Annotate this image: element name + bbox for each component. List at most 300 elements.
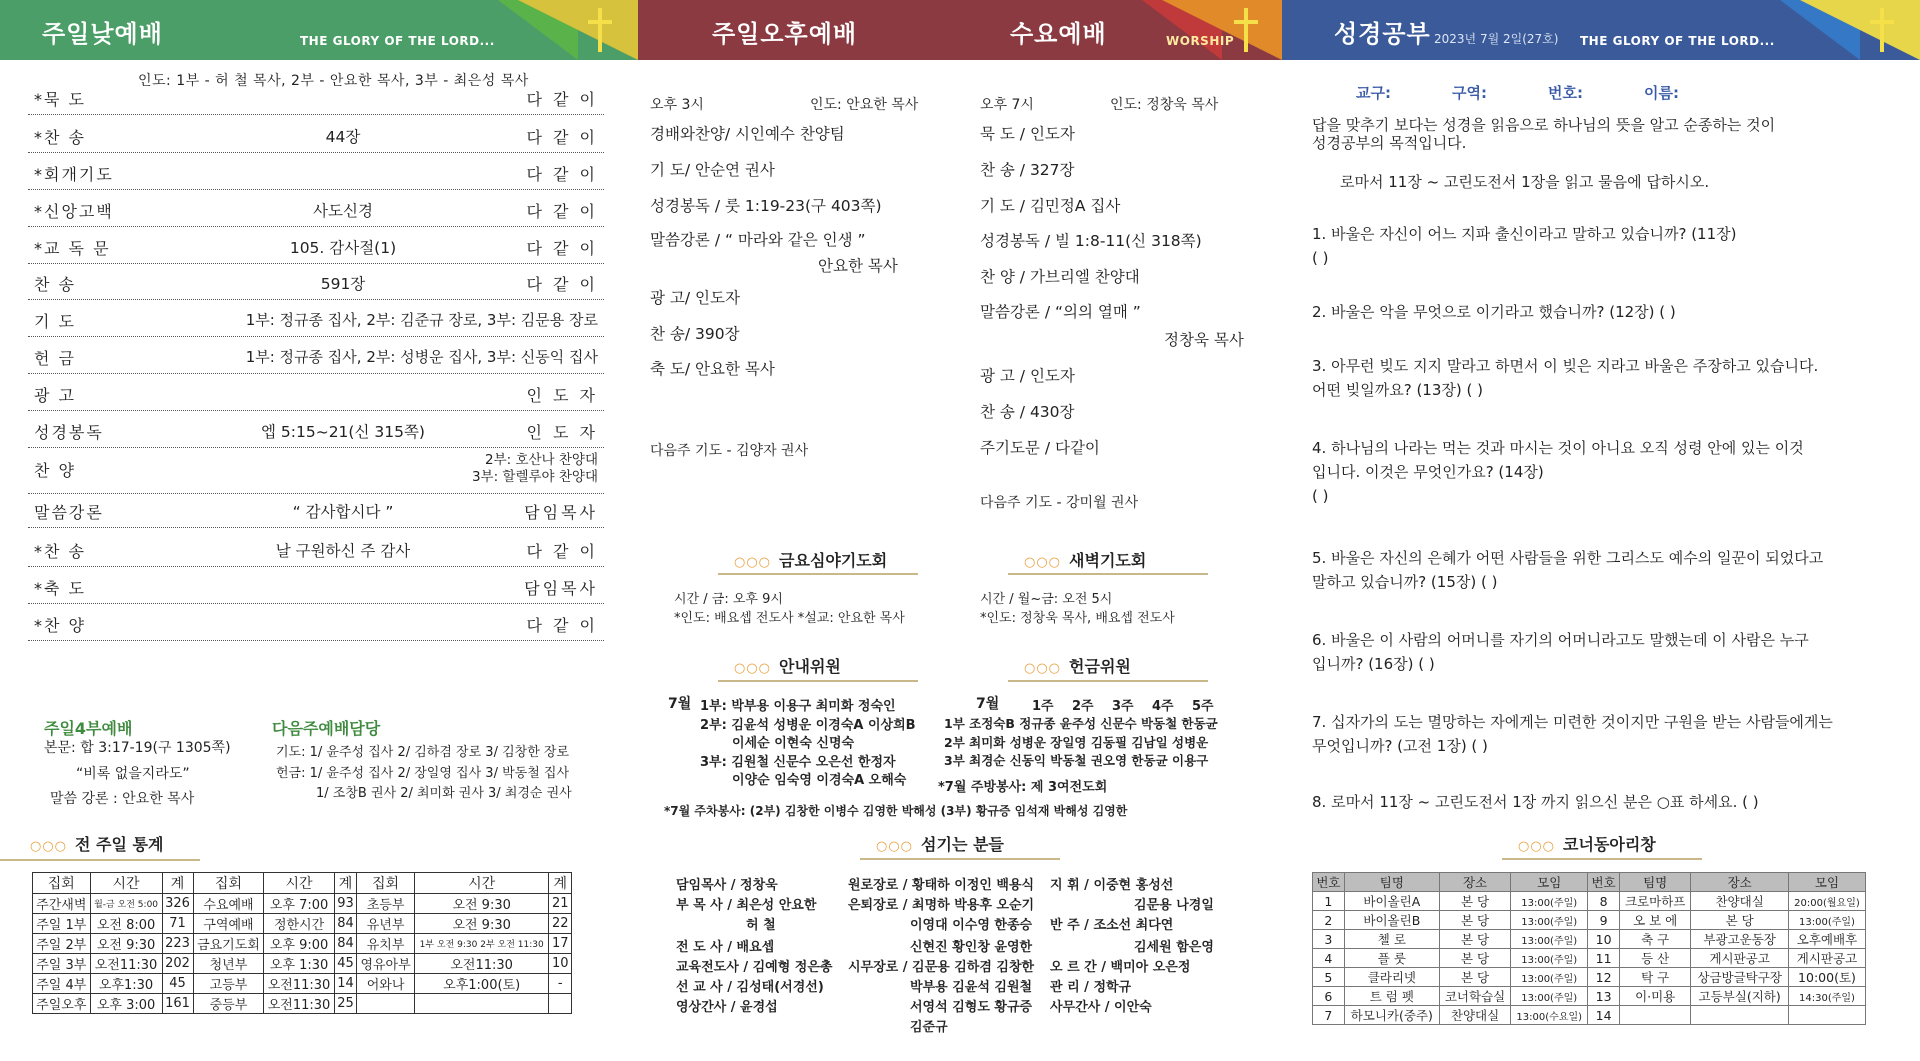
wednesday-item: 묵 도 / 인도자	[980, 125, 1075, 143]
stats-cell: 오전11:30	[414, 954, 549, 974]
order-row	[28, 337, 604, 374]
stats-header-cell: 시간	[90, 873, 162, 894]
stats-cell: 84	[334, 934, 356, 954]
order-right: 담임목사	[524, 503, 598, 522]
order-content: 날 구원하신 주 감사	[275, 542, 411, 560]
bible-question: 4. 하나님의 나라는 먹는 것과 마시는 것이 아니요 오직 성령 안에 있는 이것 입니다. 이것은 무엇인가요? (14장) ( )	[1312, 439, 1804, 505]
stats-header-cell: 계	[162, 873, 193, 894]
order-row	[28, 491, 604, 528]
club-cell	[1788, 1006, 1865, 1025]
order-label: *회개기도	[34, 165, 114, 184]
order-content: 591장	[320, 275, 366, 293]
field-area: 구역:	[1452, 84, 1487, 102]
friday-section-title: ○○○ 금요심야기도회	[734, 551, 888, 570]
stats-cell	[357, 994, 415, 1014]
order-row	[28, 530, 604, 567]
afternoon-time: 오후 3시	[650, 97, 704, 113]
club-row	[1313, 949, 1866, 968]
order-label: 성경봉독	[34, 423, 104, 442]
worship-badge: WORSHIP	[1166, 34, 1235, 48]
bible-intro: 답을 맞추기 보다는 성경을 읽음으로 하나님의 뜻을 알고 순종하는 것이 성경공부의 목적입니다.	[1312, 116, 1776, 152]
afternoon-header	[638, 0, 1282, 60]
club-cell: 13	[1588, 987, 1620, 1006]
bible-instruction: 로마서 11장 ~ 고린도전서 1장을 읽고 물음에 답하시오.	[1340, 173, 1710, 191]
staff-col1-item: 허 철	[746, 918, 776, 933]
friday-divider	[718, 573, 918, 575]
offering-week: 2주	[1072, 699, 1094, 714]
club-cell: 클라리넷	[1344, 968, 1439, 987]
stats-section-title: ○○○ 전 주일 통계	[30, 835, 164, 854]
friday-people: *인도: 배요셉 전도사 *설교: 안요한 목사	[674, 611, 905, 626]
order-label: *찬 송	[34, 128, 86, 147]
bible-question: 8. 로마서 11장 ~ 고린도전서 1장 까지 읽으신 분은 ○표 하세요. ( )	[1312, 793, 1759, 811]
staff-col3-item: 지 휘 / 이중현 홍성선	[1050, 878, 1174, 893]
stats-row	[33, 954, 572, 974]
stats-cell: 오후 9:00	[264, 934, 334, 954]
stats-cell: 25	[334, 994, 356, 1014]
stats-cell: 1부 오전 9:30 2부 오전 11:30	[414, 934, 549, 954]
club-cell: 6	[1313, 987, 1345, 1006]
club-cell: 탁 구	[1620, 968, 1691, 987]
dots-icon: ○○○	[734, 661, 772, 676]
stats-cell: 초등부	[357, 894, 415, 914]
fourth-sermon: “비록 없을지라도”	[76, 766, 190, 782]
order-label: 찬 송	[34, 275, 76, 294]
club-header-cell: 팀명	[1620, 873, 1691, 892]
club-table	[1312, 872, 1866, 1025]
stats-cell: 326	[162, 894, 193, 914]
club-cell: 7	[1313, 1006, 1345, 1025]
morning-title: 주일낮예배	[42, 20, 163, 48]
wednesday-time: 오후 7시	[980, 97, 1034, 113]
staff-col1-item: 영상간사 / 윤경섭	[676, 1000, 778, 1015]
afternoon-item: 축 도/ 안요한 목사	[650, 360, 775, 378]
order-row	[28, 227, 604, 264]
staff-col2-item: 은퇴장로 / 최명하 박용후 오순기	[848, 898, 1035, 913]
order-right: 인 도 자	[526, 386, 598, 405]
midweek-panel	[638, 0, 1282, 1061]
staff-col2-item: 시무장로 / 김문용 김하겸 김창한	[848, 960, 1035, 975]
bible-question: 3. 아무런 빚도 지지 말라고 하면서 이 빚은 지라고 바울은 주장하고 있습니다. 어떤 빚일까요? (13장) ( )	[1312, 357, 1819, 399]
club-cell: 부광고운동장	[1691, 930, 1789, 949]
order-label: *묵 도	[34, 90, 86, 109]
bible-header	[1282, 0, 1920, 60]
order-row	[28, 449, 604, 494]
stats-cell: 45	[334, 954, 356, 974]
dots-icon: ○○○	[1024, 555, 1062, 570]
stats-cell: 오전 9:30	[90, 934, 162, 954]
fourth-title: 주일4부예배	[44, 719, 133, 738]
stats-cell: 84	[334, 914, 356, 934]
usher-line: 이세순 이현숙 신명숙	[732, 736, 855, 751]
club-cell: 바이올린A	[1344, 892, 1439, 911]
stats-row	[33, 994, 572, 1014]
cross-icon	[1244, 8, 1248, 52]
stats-header-cell: 시간	[414, 873, 549, 894]
stats-cell: -	[549, 974, 572, 994]
club-divider	[1502, 858, 1702, 860]
club-cell: 찬양대실	[1439, 1006, 1510, 1025]
stats-row	[33, 934, 572, 954]
dots-icon: ○○○	[30, 839, 68, 854]
field-name: 이름:	[1644, 84, 1679, 102]
club-header-cell: 모임	[1788, 873, 1865, 892]
stats-cell: 주간새벽	[33, 894, 91, 914]
order-label: *찬 송	[34, 542, 86, 561]
order-row	[28, 78, 604, 115]
cross-icon	[1880, 8, 1884, 52]
bible-question: 1. 바울은 자신이 어느 지파 출신이라고 말하고 있습니까? (11장) ( )	[1312, 225, 1737, 267]
stats-cell: 월-금 오전 5:00	[90, 894, 162, 914]
stats-cell	[549, 994, 572, 1014]
offering-committee-month: 7월	[976, 696, 1000, 712]
club-cell: 13:00(주일)	[1511, 892, 1588, 911]
staff-col3-item: 김세원 함은영	[1134, 940, 1214, 955]
club-cell: 오후예배후	[1788, 930, 1865, 949]
club-cell: 플 룻	[1344, 949, 1439, 968]
afternoon-item: 말씀강론 / “ 마라와 같은 인생 ”	[650, 231, 866, 249]
club-row	[1313, 1006, 1866, 1025]
kitchen-service: *7월 주방봉사: 제 3여전도회	[938, 780, 1108, 795]
club-cell: 크로마하프	[1620, 892, 1691, 911]
wednesday-item: 주기도문 / 다같이	[980, 439, 1100, 457]
order-right: 담임목사	[524, 579, 598, 598]
wednesday-item: 정창욱 목사	[1164, 331, 1244, 349]
stats-header-cell: 시간	[264, 873, 334, 894]
club-row	[1313, 911, 1866, 930]
club-cell: 10:00(토)	[1788, 968, 1865, 987]
next-duty-prayer: 기도: 1/ 윤주성 집사 2/ 김하겸 장로 3/ 김창한 장로	[276, 745, 570, 760]
club-cell: 13:00(수요일)	[1511, 1006, 1588, 1025]
club-row	[1313, 987, 1866, 1006]
afternoon-item: 경배와찬양/ 시인예수 찬양팀	[650, 125, 845, 143]
club-header-cell: 번호	[1588, 873, 1620, 892]
field-number: 번호:	[1548, 84, 1583, 102]
order-right: 다 같 이	[526, 128, 598, 147]
stats-cell: 구역예배	[193, 914, 264, 934]
offering-week: 1주	[1032, 699, 1054, 714]
stats-cell	[414, 994, 549, 1014]
order-row	[28, 411, 604, 448]
staff-col1-item: 전 도 사 / 배요셉	[676, 940, 775, 955]
stats-cell: 주일 1부	[33, 914, 91, 934]
bible-study-panel	[1282, 0, 1920, 1061]
stats-cell: 오후 7:00	[264, 894, 334, 914]
dawn-section-title: ○○○ 새벽기도회	[1024, 551, 1147, 570]
dawn-people: *인도: 정창욱 목사, 배요셉 전도사	[980, 611, 1175, 626]
stats-header-cell: 집회	[357, 873, 415, 894]
stats-cell: 223	[162, 934, 193, 954]
stats-cell: 오전 8:00	[90, 914, 162, 934]
club-cell: 13:00(주일)	[1511, 949, 1588, 968]
club-cell: 본 당	[1439, 892, 1510, 911]
offering-line: 3부 최경순 신동익 박동철 권오영 한동균 이용구	[944, 753, 1209, 768]
club-cell: 1	[1313, 892, 1345, 911]
field-district: 교구:	[1356, 84, 1391, 102]
afternoon-item: 성경봉독 / 룻 1:19-23(구 403쪽)	[650, 197, 882, 215]
club-cell: 14:30(주일)	[1788, 987, 1865, 1006]
stats-cell: 오전 9:30	[414, 894, 549, 914]
stats-cell: 오전 9:30	[414, 914, 549, 934]
dawn-time: 시간 / 월~금: 오전 5시	[980, 592, 1113, 607]
bible-title: 성경공부	[1334, 20, 1431, 48]
cross-icon	[598, 8, 602, 52]
offering-committee-divider	[1008, 680, 1208, 682]
stats-cell: 14	[334, 974, 356, 994]
order-content: 엡 5:15~21(신 315쪽)	[261, 423, 425, 441]
afternoon-item: 안요한 목사	[818, 257, 898, 275]
club-cell: 5	[1313, 968, 1345, 987]
staff-col2-item: 원로장로 / 황태하 이정인 백용식	[848, 878, 1035, 893]
dots-icon: ○○○	[1024, 661, 1062, 676]
club-header-cell: 번호	[1313, 873, 1345, 892]
stats-cell: 금요기도회	[193, 934, 264, 954]
order-label: 기 도	[34, 312, 76, 331]
bible-date: 2023년 7월 2일(27호)	[1434, 32, 1559, 46]
stats-cell: 주일 4부	[33, 974, 91, 994]
staff-col3-item: 사무간사 / 이안숙	[1050, 1000, 1152, 1015]
club-cell: 9	[1588, 911, 1620, 930]
club-cell: 14	[1588, 1006, 1620, 1025]
usher-line: 1부: 박부용 이용구 최미화 정숙인	[700, 699, 896, 714]
wednesday-item: 광 고 / 인도자	[980, 367, 1075, 385]
parking-service: *7월 주차봉사: (2부) 김창한 이병수 김영한 박해성 (3부) 황규증 임석재 박해성 김영한	[664, 804, 1128, 818]
order-content: 44장	[325, 128, 361, 146]
club-cell: 13:00(주일)	[1511, 968, 1588, 987]
order-row	[28, 263, 604, 300]
order-row	[28, 300, 604, 337]
friday-time: 시간 / 금: 오후 9시	[674, 592, 783, 607]
club-section-title: ○○○ 코너동아리창	[1518, 835, 1656, 854]
morning-subtitle: THE GLORY OF THE LORD...	[300, 34, 495, 48]
stats-cell: 71	[162, 914, 193, 934]
stats-cell: 22	[549, 914, 572, 934]
stats-header-row	[33, 873, 572, 894]
order-label: 광 고	[34, 386, 76, 405]
stats-cell: 유년부	[357, 914, 415, 934]
stats-row	[33, 894, 572, 914]
staff-col2-item: 신현진 황인창 윤영한	[910, 940, 1033, 955]
club-cell: 본 당	[1439, 949, 1510, 968]
staff-col3-item: 반 주 / 조소선 최다연	[1050, 918, 1174, 933]
next-duty-offering: 헌금: 1/ 윤주성 집사 2/ 장일영 집사 3/ 박동철 집사	[276, 766, 570, 781]
order-label: 찬 양	[34, 461, 76, 480]
offering-week: 5주	[1192, 699, 1214, 714]
stats-cell: 오후1:00(토)	[414, 974, 549, 994]
club-cell: 12	[1588, 968, 1620, 987]
stats-cell: 오후1:30	[90, 974, 162, 994]
stats-cell: 영유아부	[357, 954, 415, 974]
bible-subtitle: THE GLORY OF THE LORD...	[1580, 34, 1775, 48]
bible-question: 6. 바울은 이 사람의 어머니를 자기의 어머니라고도 말했는데 이 사람은 누구 입니까? (16장) ( )	[1312, 631, 1809, 673]
staff-col3-item: 오 르 간 / 백미아 오은정	[1050, 960, 1191, 975]
club-header-cell: 장소	[1439, 873, 1510, 892]
club-cell: 등 산	[1620, 949, 1691, 968]
club-row	[1313, 968, 1866, 987]
staff-col1-item: 선 교 사 / 김성태(서경선)	[676, 980, 824, 995]
order-row	[28, 153, 604, 190]
club-cell: 축 구	[1620, 930, 1691, 949]
usher-line: 3부: 김원철 신문수 오은선 한정자	[700, 754, 896, 770]
club-header-cell: 모임	[1511, 873, 1588, 892]
staff-col2-item: 박부용 김윤석 김원철	[910, 980, 1033, 995]
order-content: 1부: 정규종 집사, 2부: 김준규 장로, 3부: 김문용 장로	[245, 311, 598, 329]
wednesday-item: 찬 송 / 430장	[980, 403, 1075, 421]
club-cell: 이·미용	[1620, 987, 1691, 1006]
staff-col2-item: 김준규	[910, 1020, 948, 1035]
order-row	[28, 374, 604, 411]
stats-header-cell: 집회	[193, 873, 264, 894]
bible-question: 7. 십자가의 도는 멸망하는 자에게는 미련한 것이지만 구원을 받는 사람들에게는 무엇입니까? (고전 1장) ( )	[1312, 713, 1833, 755]
usher-line: 2부: 김윤석 성병운 이경숙A 이상희B	[700, 717, 916, 733]
dots-icon: ○○○	[876, 839, 914, 854]
staff-col3-item: 관 리 / 정학규	[1050, 980, 1132, 995]
club-cell	[1691, 1006, 1789, 1025]
stats-cell: 오후 1:30	[264, 954, 334, 974]
club-cell: 10	[1588, 930, 1620, 949]
ushers-section-title: ○○○ 안내위원	[734, 657, 841, 676]
order-right: 인 도 자	[526, 423, 598, 442]
club-cell: 게시판공고	[1788, 949, 1865, 968]
order-label: 헌 금	[34, 349, 76, 368]
bible-question: 2. 바울은 악을 무엇으로 이기라고 했습니까? (12장) ( )	[1312, 303, 1676, 321]
club-cell: 하모니카(중주)	[1344, 1006, 1439, 1025]
club-cell: 본 당	[1439, 911, 1510, 930]
order-content: 1부: 정규종 집사, 2부: 성병운 집사, 3부: 신동익 집사	[245, 348, 598, 366]
wednesday-title: 수요예배	[1010, 20, 1107, 48]
wednesday-item: 찬 송 / 327장	[980, 161, 1075, 179]
club-cell: 게시판공고	[1691, 949, 1789, 968]
afternoon-item: 찬 송/ 390장	[650, 325, 740, 343]
order-row	[28, 567, 604, 604]
afternoon-title: 주일오후예배	[712, 20, 858, 48]
morning-header	[0, 0, 638, 60]
club-cell: 3	[1313, 930, 1345, 949]
order-right: 2부: 호산나 찬양대 3부: 할렐루야 찬양대	[471, 452, 598, 485]
club-cell: 13:00(주일)	[1511, 987, 1588, 1006]
stats-header-cell: 계	[334, 873, 356, 894]
wednesday-item: 성경봉독 / 빌 1:8-11(신 318쪽)	[980, 232, 1202, 250]
wednesday-leader: 인도: 정창욱 목사	[1110, 97, 1219, 113]
order-right: 다 같 이	[526, 202, 598, 221]
stats-header-cell: 계	[549, 873, 572, 894]
wednesday-next-prayer: 다음주 기도 - 강미월 권사	[980, 495, 1139, 511]
next-duty-title: 다음주예배담당	[272, 719, 381, 738]
offering-week: 4주	[1152, 699, 1174, 714]
stats-cell: 21	[549, 894, 572, 914]
order-content: “ 감사합시다 ”	[292, 503, 394, 521]
club-cell: 본 당	[1691, 911, 1789, 930]
club-cell: 2	[1313, 911, 1345, 930]
afternoon-item: 기 도/ 안순연 권사	[650, 161, 775, 179]
order-row	[28, 190, 604, 227]
order-row	[28, 604, 604, 641]
dots-icon: ○○○	[734, 555, 772, 570]
staff-col1-item: 담임목사 / 정창욱	[676, 878, 778, 893]
club-row	[1313, 892, 1866, 911]
morning-worship-panel	[0, 0, 638, 1061]
stats-cell: 주일오후	[33, 994, 91, 1014]
order-label: *축 도	[34, 579, 86, 598]
stats-cell: 17	[549, 934, 572, 954]
club-cell: 오 보 에	[1620, 911, 1691, 930]
stats-divider	[0, 859, 200, 861]
ushers-month: 7월	[668, 696, 692, 712]
club-cell: 본 당	[1439, 968, 1510, 987]
order-right: 다 같 이	[526, 275, 598, 294]
morning-leaders: 인도: 1부 - 허 철 목사, 2부 - 안요한 목사, 3부 - 최은성 목사	[138, 73, 529, 89]
club-cell: 찬양대실	[1691, 892, 1789, 911]
afternoon-leader: 인도: 안요한 목사	[810, 97, 919, 113]
order-right: 다 같 이	[526, 90, 598, 109]
stats-cell: 10	[549, 954, 572, 974]
club-cell: 본 당	[1439, 930, 1510, 949]
stats-cell: 고등부	[193, 974, 264, 994]
stats-cell: 202	[162, 954, 193, 974]
stats-cell: 161	[162, 994, 193, 1014]
stats-cell: 45	[162, 974, 193, 994]
staff-section-title: ○○○ 섬기는 분들	[876, 835, 1004, 854]
order-label: *신앙고백	[34, 202, 114, 221]
order-content: 105. 감사절(1)	[289, 239, 397, 257]
stats-cell: 청년부	[193, 954, 264, 974]
order-right: 다 같 이	[526, 616, 598, 635]
staff-col1-item: 부 목 사 / 최은성 안요한	[676, 898, 817, 913]
stats-cell: 어와나	[357, 974, 415, 994]
afternoon-item: 광 고/ 인도자	[650, 289, 740, 307]
club-cell	[1620, 1006, 1691, 1025]
afternoon-next-prayer: 다음주 기도 - 김양자 권사	[650, 443, 809, 459]
order-label: *찬 양	[34, 616, 86, 635]
wednesday-item: 찬 양 / 가브리엘 찬양대	[980, 268, 1140, 286]
staff-col1-item: 교육전도사 / 김예형 정은총	[676, 960, 833, 975]
club-cell: 13:00(주일)	[1788, 911, 1865, 930]
order-row	[28, 116, 604, 153]
club-cell: 20:00(월요일)	[1788, 892, 1865, 911]
next-duty-offering-2: 1/ 조창B 권사 2/ 최미화 권사 3/ 최경순 권사	[316, 786, 572, 801]
stats-cell: 정한시간	[264, 914, 334, 934]
club-cell: 바이올린B	[1344, 911, 1439, 930]
stats-cell: 유치부	[357, 934, 415, 954]
club-cell: 고등부실(지하)	[1691, 987, 1789, 1006]
club-header-cell: 장소	[1691, 873, 1789, 892]
order-label: *교 독 문	[34, 239, 111, 258]
stats-row	[33, 914, 572, 934]
club-cell: 상금방글탁구장	[1691, 968, 1789, 987]
staff-col2-item: 이영대 이수영 한종승	[910, 918, 1033, 933]
bible-question: 5. 바울은 자신의 은혜가 어떤 사람들을 위한 그리스도 예수의 일꾼이 되었다고 말하고 있습니까? (15장) ( )	[1312, 549, 1824, 591]
club-cell: 첼 로	[1344, 930, 1439, 949]
stats-row	[33, 974, 572, 994]
stats-cell: 오전11:30	[90, 954, 162, 974]
offering-line: 2부 최미화 성병운 장일영 김동필 김남일 성병운	[944, 734, 1209, 750]
dots-icon: ○○○	[1518, 839, 1556, 854]
offering-week: 3주	[1112, 699, 1134, 714]
order-label: 말씀강론	[34, 503, 104, 522]
stats-cell: 주일 3부	[33, 954, 91, 974]
club-cell: 코너학습실	[1439, 987, 1510, 1006]
stats-cell: 수요예배	[193, 894, 264, 914]
club-cell: 13:00(주일)	[1511, 911, 1588, 930]
dawn-divider	[1008, 573, 1208, 575]
stats-cell: 93	[334, 894, 356, 914]
staff-col3-item: 김문용 나경일	[1134, 898, 1214, 913]
stats-table	[32, 872, 572, 1014]
wednesday-item: 말씀강론 / “의의 열매 ”	[980, 303, 1141, 321]
club-row	[1313, 930, 1866, 949]
stats-cell: 오전11:30	[264, 974, 334, 994]
order-right: 다 같 이	[526, 239, 598, 258]
